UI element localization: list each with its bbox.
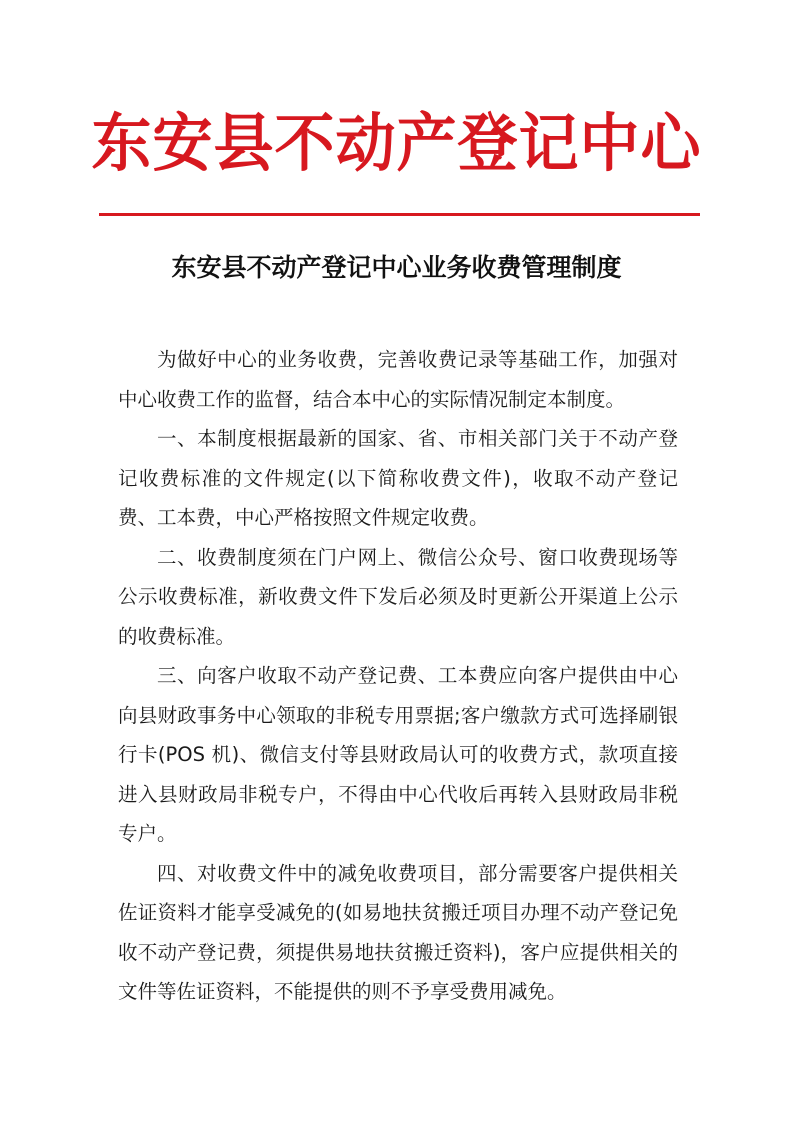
paragraph-1: 一、本制度根据最新的国家、省、市相关部门关于不动产登记收费标准的文件规定(以下简称收费文件)，收取不动产登记费、工本费，中心严格按照文件规定收费。 xyxy=(118,427,678,529)
paragraph-3: 三、向客户收取不动产登记费、工本费应向客户提供由中心向县财政事务中心领取的非税专用票据;客户缴款方式可选择刷银行卡(POS 机)、微信支付等县财政局认可的收费方式，款项直接进入县财政局非税专户，不得由中心代收后再转入县财政局非税专户。 xyxy=(118,664,678,845)
paragraph-2: 二、收费制度须在门户网上、微信公众号、窗口收费现场等公示收费标准，新收费文件下发后必须及时更新公开渠道上公示的收费标准。 xyxy=(118,545,678,648)
document-title: 东安县不动产登记中心业务收费管理制度 xyxy=(171,253,622,282)
letterhead-title: 东安县不动产登记中心 xyxy=(91,107,702,181)
paragraph-intro: 为做好中心的业务收费，完善收费记录等基础工作，加强对中心收费工作的监督，结合本中心的实际情况制定本制度。 xyxy=(118,348,678,411)
document-body xyxy=(118,340,678,1012)
letterhead-divider xyxy=(99,213,700,216)
paragraph-4: 四、对收费文件中的减免收费项目，部分需要客户提供相关佐证资料才能享受减免的(如易地扶贫搬迁项目办理不动产登记免收不动产登记费，须提供易地扶贫搬迁资料)，客户应提供相关的文件等佐证资料，不能提供的则不予享受费用减免。 xyxy=(118,861,678,1003)
